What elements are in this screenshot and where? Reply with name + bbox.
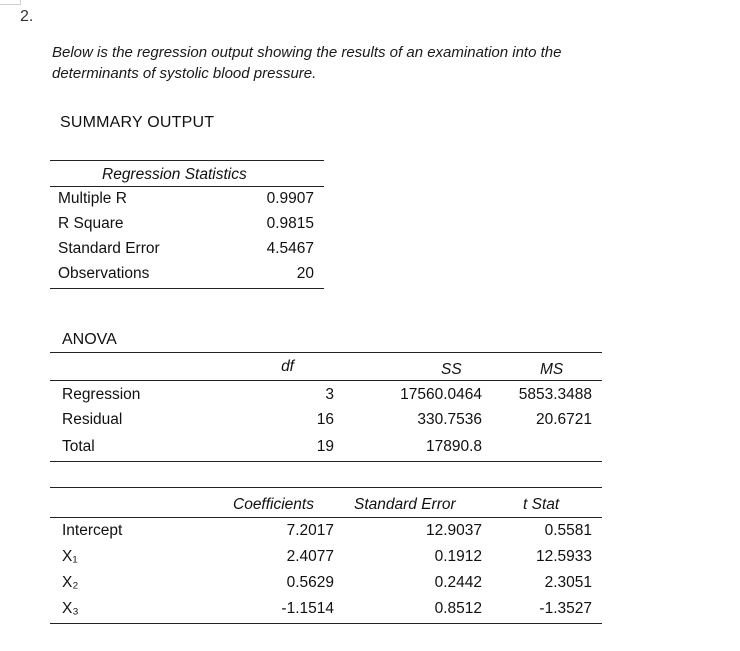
anova-top-rule [50, 352, 602, 353]
coef-row-coefficient: 7.2017 [286, 522, 334, 539]
reg-stat-label: Multiple R [58, 190, 127, 207]
coef-row-label: X₁ [62, 548, 78, 565]
reg-stats-header: Regression Statistics [102, 166, 247, 183]
reg-stat-value: 0.9907 [266, 190, 314, 207]
anova-header-rule [50, 380, 602, 381]
anova-header-df: df [281, 358, 294, 375]
page-corner-frame [0, 0, 21, 5]
anova-row-label: Total [62, 438, 95, 455]
anova-row-df: 16 [316, 411, 334, 428]
coef-row-t-stat: 0.5581 [544, 522, 592, 539]
intro-line-2: determinants of systolic blood pressure. [52, 65, 317, 82]
anova-row-df: 3 [325, 386, 334, 403]
reg-stats-bottom-rule [50, 288, 324, 289]
reg-stat-value: 4.5467 [266, 240, 314, 257]
anova-header-ss: SS [441, 361, 462, 378]
coef-row-t-stat: -1.3527 [539, 600, 592, 617]
reg-stat-label: R Square [58, 215, 124, 232]
reg-stats-header-rule [50, 186, 324, 187]
reg-stat-label: Observations [58, 265, 150, 282]
coef-row-coefficient: 0.5629 [286, 574, 334, 591]
coef-row-standard-error: 0.2442 [434, 574, 482, 591]
reg-stat-value: 0.9815 [266, 215, 314, 232]
coef-row-label: X₂ [62, 574, 79, 591]
anova-title: ANOVA [62, 331, 117, 348]
anova-row-label: Residual [62, 411, 123, 428]
coef-top-rule [50, 487, 602, 488]
anova-row-ss: 17890.8 [425, 438, 482, 455]
coef-row-standard-error: 0.1912 [434, 548, 482, 565]
reg-stat-label: Standard Error [58, 240, 160, 257]
anova-header-ms: MS [540, 361, 564, 378]
coef-bottom-rule [50, 623, 602, 624]
coef-row-t-stat: 12.5933 [535, 548, 592, 565]
anova-row-ss: 17560.0464 [400, 386, 482, 403]
anova-row-ms: 20.6721 [535, 411, 592, 428]
anova-row-ms: 5853.3488 [518, 386, 592, 403]
anova-row-df: 19 [316, 438, 334, 455]
coef-header-standard-error: Standard Error [354, 496, 456, 513]
coef-header-coefficients: Coefficients [233, 496, 314, 513]
coef-row-coefficient: 2.4077 [286, 548, 334, 565]
anova-row-ss: 330.7536 [417, 411, 482, 428]
coef-header-rule [50, 517, 602, 518]
summary-output-title: SUMMARY OUTPUT [60, 114, 215, 131]
coef-row-standard-error: 0.8512 [434, 600, 482, 617]
question-intro [52, 42, 692, 84]
reg-stat-value: 20 [296, 265, 314, 282]
reg-stats-top-rule [50, 160, 324, 161]
coef-row-coefficient: -1.1514 [281, 600, 334, 617]
coef-row-t-stat: 2.3051 [544, 574, 592, 591]
coef-row-label: Intercept [62, 522, 123, 539]
intro-line-1: Below is the regression output showing the results of an examination into the [52, 44, 562, 61]
anova-bottom-rule [50, 461, 602, 462]
coef-header-t-stat: t Stat [523, 496, 560, 513]
question-number: 2. [20, 8, 34, 25]
coef-row-label: X₃ [62, 600, 79, 617]
anova-row-label: Regression [62, 386, 141, 403]
coef-row-standard-error: 12.9037 [425, 522, 482, 539]
